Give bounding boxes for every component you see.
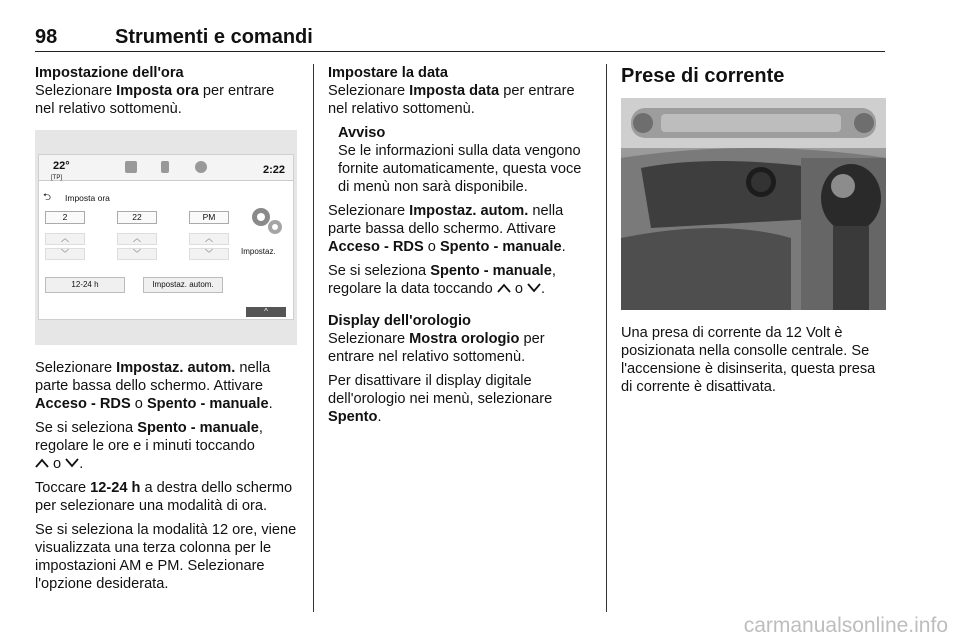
paragraph: Se si seleziona la modalità 12 ore, viene visualizzata una terza colonna per le impostazioni AM e PM. Selezionare l'opzione desiderata. — [35, 522, 297, 592]
center-console-image — [621, 98, 886, 310]
btn-12-24h: 12-24 h — [45, 277, 125, 293]
chevron-down-icon — [527, 282, 541, 294]
screen-settings-label: Impostaz. — [241, 247, 276, 256]
chevron-up-icon — [35, 457, 49, 469]
column-divider — [606, 64, 607, 612]
phone-icon — [161, 161, 169, 173]
power-outlet-photo — [621, 98, 886, 310]
chevron-down-icon — [65, 457, 79, 469]
paragraph: Selezionare Impostaz. autom. nella parte bassa dello schermo. Attivare Acceso - RDS o Spento - manuale. — [35, 360, 273, 412]
watermark: carmanualsonline.info — [743, 614, 948, 637]
screen-clock: 2:22 — [262, 164, 285, 176]
section-heading: Prese di corrente — [621, 65, 785, 87]
subheading-clock-display: Display dell'orologio — [328, 313, 471, 329]
music-icon — [125, 161, 137, 173]
ampm-up-icon: ︿ — [189, 233, 229, 245]
minute-value: 22 — [117, 211, 157, 224]
ampm-down-icon: ﹀ — [189, 248, 229, 260]
subheading-time-setting: Impostazione dell'ora — [35, 65, 184, 81]
note-heading: Avviso — [338, 125, 386, 141]
subheading-date-setting: Impostare la data — [328, 65, 449, 81]
screen-tp-label: [TP] — [51, 175, 63, 181]
time-settings-screenshot — [35, 130, 297, 345]
screen-display — [38, 154, 294, 320]
screen-status-bar — [39, 155, 293, 181]
page-title: Strumenti e comandi — [115, 26, 313, 48]
chevron-up-icon: ^ — [246, 307, 286, 317]
ampm-value: PM — [189, 211, 229, 224]
note-body: Se le informazioni sulla data vengono fornite automaticamente, questa voce di menù non sarà disponibile. — [338, 143, 582, 195]
back-arrow-icon: ⮌ — [43, 192, 52, 203]
navigation-icon — [195, 161, 207, 173]
paragraph: Selezionare Impostaz. autom. nella parte bassa dello schermo. Attivare Acceso - RDS o Spento - manuale. — [328, 203, 566, 255]
paragraph: Selezionare Imposta ora per entrare nel relativo sottomenù. — [35, 83, 275, 117]
hour-up-icon: ︿ — [45, 233, 85, 245]
paragraph: Per disattivare il display digitale dell'orologio nei menù, selezionare Spento. — [328, 373, 553, 425]
paragraph: Una presa di corrente da 12 Volt è posizionata nella consolle centrale. Se l'accensione è disinserita, questa presa di corrente è disattivata. — [621, 325, 876, 395]
note-block — [328, 124, 590, 196]
column-right — [621, 64, 886, 402]
column-left — [35, 64, 297, 599]
hour-value: 2 — [45, 211, 85, 224]
screen-temperature: 22° — [53, 160, 70, 172]
btn-auto-setting: Impostaz. autom. — [143, 277, 223, 293]
screen-title: Imposta ora — [65, 193, 110, 203]
page-header — [35, 22, 885, 52]
paragraph: Selezionare Imposta data per entrare nel relativo sottomenù. — [328, 83, 575, 117]
hour-down-icon: ﹀ — [45, 248, 85, 260]
gear-icon — [245, 203, 287, 239]
chevron-up-icon — [497, 282, 511, 294]
paragraph: Toccare 12-24 h a destra dello schermo per selezionare una modalità di ora. — [35, 480, 293, 514]
paragraph: Selezionare Mostra orologio per entrare nel relativo sottomenù. — [328, 331, 545, 365]
column-middle — [328, 64, 590, 432]
page-number: 98 — [35, 26, 58, 48]
paragraph: Se si seleziona Spento - manuale, regolare la data toccando o . — [328, 263, 556, 297]
minute-down-icon: ﹀ — [117, 248, 157, 260]
paragraph: Se si seleziona Spento - manuale, regolare le ore e i minuti toccando o . — [35, 420, 263, 472]
column-divider — [313, 64, 314, 612]
minute-up-icon: ︿ — [117, 233, 157, 245]
